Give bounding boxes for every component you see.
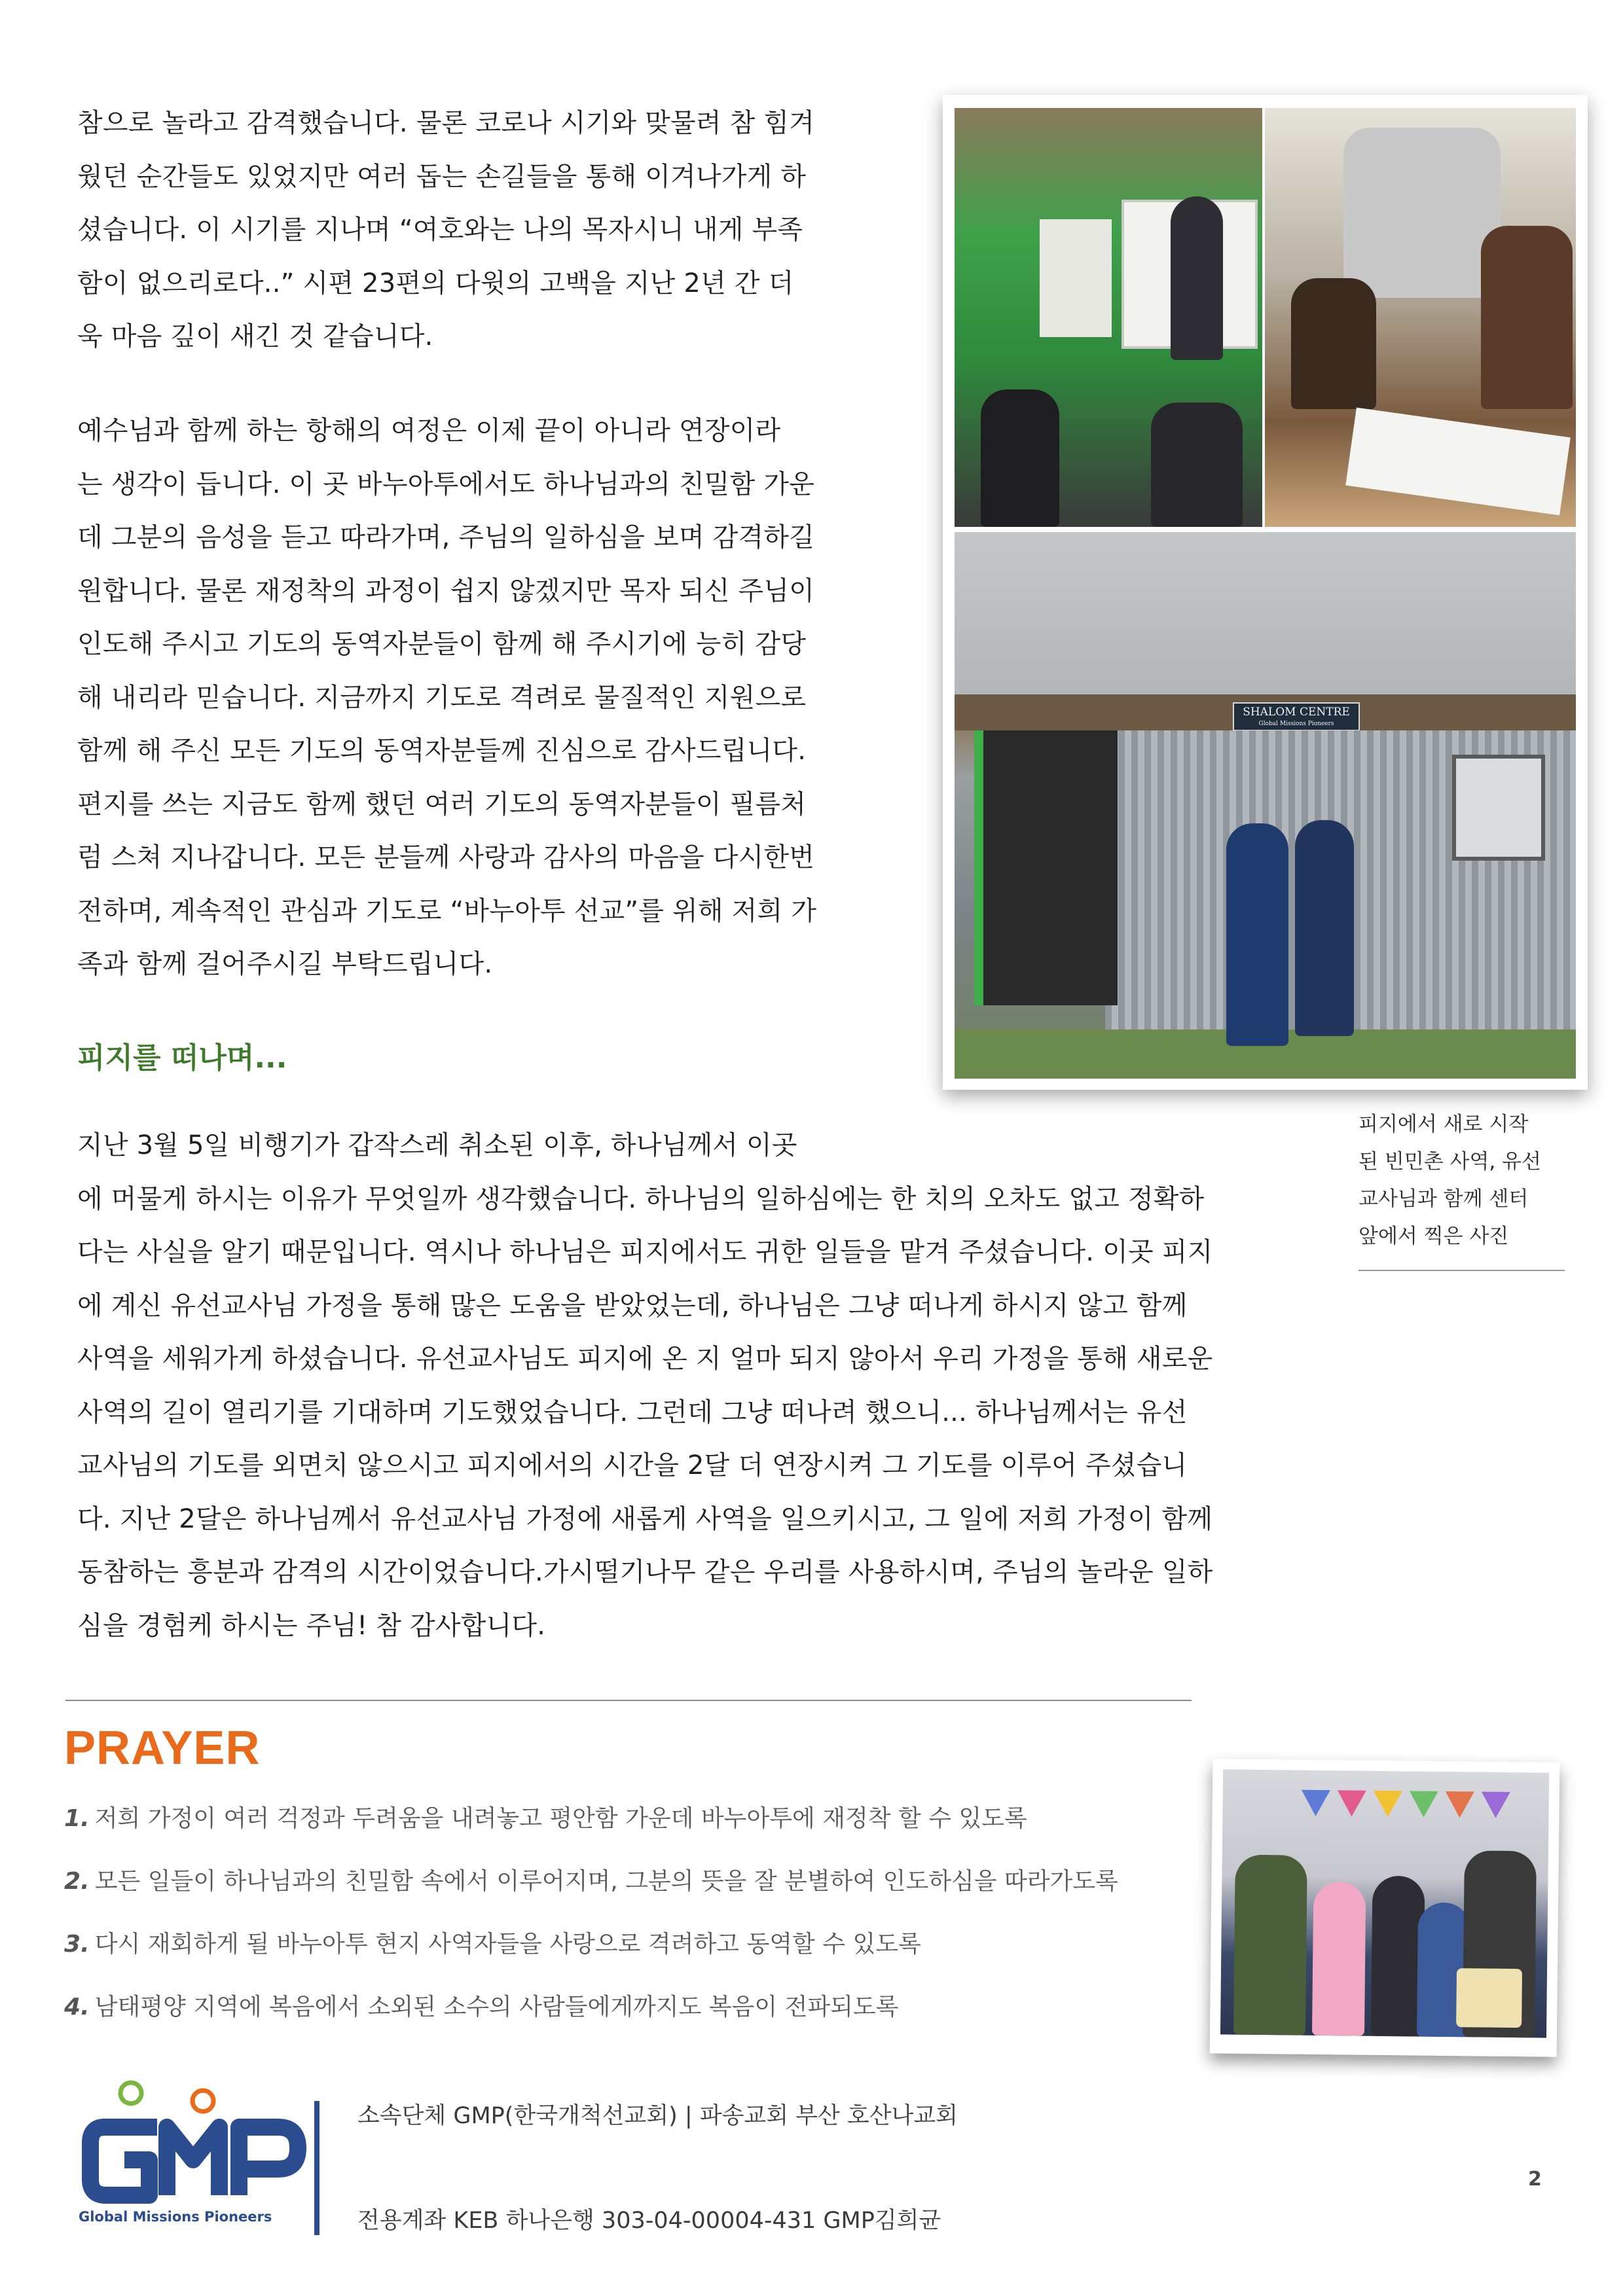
prayer-item bbox=[64, 1863, 1118, 1896]
caption-divider bbox=[1359, 1270, 1565, 1271]
helper-figure bbox=[1343, 128, 1501, 298]
student-figure bbox=[981, 389, 1059, 527]
text-line: 족과 함께 걸어주시길 부탁드립니다. bbox=[77, 949, 493, 979]
footer-account: 전용계좌 KEB 하나은행 303-04-00004-431 GMP김희균 bbox=[357, 2208, 941, 2234]
prayer-text: 다시 재회하게 될 바누아투 현지 사역자들을 사랑으로 격려하고 동역할 수 있도록 bbox=[94, 1931, 921, 1958]
family-party-photo bbox=[1220, 1769, 1549, 2037]
child-figure bbox=[1481, 226, 1573, 409]
text-line: 원합니다. 물론 재정착의 과정이 쉽지 않겠지만 목자 되신 주님이 bbox=[77, 575, 815, 606]
worksheet bbox=[1345, 408, 1570, 516]
text-line: 셨습니다. 이 시기를 지나며 “여호와는 나의 목자시니 내게 부족 bbox=[77, 215, 803, 245]
footer-affiliation: 소속단체 GMP(한국개척선교회) | 파송교회 부산 호산나교회 bbox=[357, 2103, 958, 2129]
caption-line: 피지에서 새로 시작 bbox=[1359, 1113, 1529, 1136]
photo-collage bbox=[943, 95, 1588, 1090]
shalom-centre-photo bbox=[955, 532, 1576, 1079]
text-line: 해 내리라 믿습니다. 지금까지 기도로 격려로 물질적인 지원으로 bbox=[77, 682, 807, 713]
prayer-number: 2. bbox=[64, 1868, 90, 1895]
text-line: 전하며, 계속적인 관심과 기도로 “바누아투 선교”를 위해 저희 가 bbox=[77, 895, 817, 926]
centre-door bbox=[974, 730, 1118, 1005]
text-line: 예수님과 함께 하는 항해의 여정은 이제 끝이 아니라 연장이라 bbox=[77, 416, 781, 446]
text-line: 인도해 주시고 기도의 동역자분들이 함께 해 주시기에 능히 감당 bbox=[77, 629, 807, 659]
missionary-figure bbox=[1295, 820, 1354, 1036]
text-line: 웠던 순간들도 있었지만 여러 돕는 손길들을 통해 이겨나가게 하 bbox=[77, 161, 807, 192]
prayer-item bbox=[64, 1800, 1027, 1833]
text-line: 참으로 놀라고 감격했습니다. 물론 코로나 시기와 맞물려 참 힘겨 bbox=[77, 108, 815, 138]
family-member-figure bbox=[1233, 1855, 1307, 2036]
gmp-logo bbox=[79, 2075, 314, 2245]
bunting-flag bbox=[1481, 1792, 1510, 1818]
gift-box bbox=[1456, 1968, 1522, 2028]
text-line: 편지를 쓰는 지금도 함께 했던 여러 기도의 동역자분들이 필름처 bbox=[77, 789, 807, 819]
prayer-text: 남태평양 지역에 복음에서 소외된 소수의 사람들에게까지도 복음이 전파되도록 bbox=[94, 1994, 899, 2020]
caption-line: 된 빈민촌 사역, 유선 bbox=[1359, 1150, 1541, 1174]
paragraph-2 bbox=[77, 404, 928, 992]
paragraph-3 bbox=[77, 1119, 1380, 1653]
centre-window bbox=[1452, 755, 1545, 861]
text-line: 사역을 세워가게 하셨습니다. 유선교사님도 피지에 온 지 얼마 되지 않아서 우리 가정을 통해 새로운 bbox=[77, 1344, 1213, 1374]
text-line: 함께 해 주신 모든 기도의 동역자분들께 진심으로 감사드립니다. bbox=[77, 736, 807, 766]
bunting-flag bbox=[1445, 1791, 1474, 1818]
student-figure bbox=[1151, 403, 1243, 527]
centre-sign bbox=[1233, 702, 1360, 731]
prayer-item bbox=[64, 1926, 921, 1959]
text-line: 에 머물게 하시는 이유가 무엇일까 생각했습니다. 하나님의 일하심에는 한 치의 오차도 없고 정확하 bbox=[77, 1183, 1205, 1214]
sign-title: SHALOM CENTRE bbox=[1243, 706, 1350, 719]
section-heading: 피지를 떠나며... bbox=[77, 1041, 287, 1075]
party-photo-frame bbox=[1210, 1759, 1560, 2057]
text-line: 함이 없으리로다..” 시편 23편의 다윗의 고백을 지난 2년 간 더 bbox=[77, 268, 794, 298]
text-line: 럼 스쳐 지나갑니다. 모든 분들께 사랑과 감사의 마음을 다시한번 bbox=[77, 842, 815, 872]
prayer-number: 4. bbox=[64, 1994, 90, 2020]
bunting-flag bbox=[1337, 1790, 1366, 1816]
kids-drawing-photo bbox=[1265, 108, 1576, 527]
prayer-text: 모든 일들이 하나님과의 친밀함 속에서 이루어지며, 그분의 뜻을 잘 분별하여 인도하심을 따라가도록 bbox=[94, 1868, 1118, 1895]
section-divider bbox=[65, 1700, 1192, 1701]
caption-line: 교사님과 함께 센터 bbox=[1359, 1187, 1529, 1211]
text-line: 데 그분의 음성을 듣고 따라가며, 주님의 일하심을 보며 감격하길 bbox=[77, 522, 815, 552]
text-line: 교사님의 기도를 외면치 않으시고 피지에서의 시간을 2달 더 연장시켜 그 기도를 이루어 주셨습니 bbox=[77, 1450, 1188, 1480]
text-line: 는 생각이 듭니다. 이 곳 바누아투에서도 하나님과의 친밀함 가운 bbox=[77, 469, 815, 499]
prayer-number: 3. bbox=[64, 1931, 90, 1958]
caption-line: 앞에서 찍은 사진 bbox=[1359, 1225, 1509, 1248]
logo-subtitle: Global Missions Pioneers bbox=[79, 2209, 272, 2225]
photo-caption bbox=[1359, 1106, 1588, 1255]
footer-separator bbox=[314, 2101, 319, 2235]
text-line: 사역의 길이 열리기를 기대하며 기도했었습니다. 그런데 그냥 떠나려 했으니... 하나님께서는 유선 bbox=[77, 1397, 1188, 1427]
family-member-figure bbox=[1312, 1882, 1366, 2036]
child-figure bbox=[1291, 278, 1376, 409]
classroom-photo bbox=[955, 108, 1262, 527]
paragraph-1 bbox=[77, 97, 928, 364]
sky bbox=[955, 532, 1576, 696]
prayer-number: 1. bbox=[64, 1805, 90, 1832]
bunting-flag bbox=[1409, 1791, 1438, 1817]
gmp-logo-icon bbox=[79, 2075, 314, 2206]
text-line: 다는 사실을 알기 때문입니다. 역시나 하나님은 피지에서도 귀한 일들을 맡겨 주셨습니다. 이곳 피지 bbox=[77, 1237, 1213, 1267]
bunting-flag bbox=[1301, 1790, 1330, 1816]
prayer-title: PRAYER bbox=[64, 1722, 261, 1774]
sign-subtitle: Global Missions Pioneers bbox=[1258, 721, 1334, 727]
text-line: 에 계신 유선교사님 가정을 통해 많은 도움을 받았었는데, 하나님은 그냥 떠나게 하시지 않고 함께 bbox=[77, 1290, 1188, 1321]
missionary-figure bbox=[1226, 823, 1288, 1046]
text-line: 동참하는 흥분과 감격의 시간이었습니다.가시떨기나무 같은 우리를 사용하시며, 주님의 놀라운 일하 bbox=[77, 1557, 1213, 1587]
text-line: 심을 경험케 하시는 주님! 참 감사합니다. bbox=[77, 1610, 546, 1641]
whiteboard-small bbox=[1040, 219, 1112, 337]
page-number: 2 bbox=[1528, 2168, 1542, 2191]
text-line: 욱 마음 깊이 새긴 것 같습니다. bbox=[77, 321, 433, 351]
bunting-flag bbox=[1373, 1791, 1402, 1817]
teacher-figure bbox=[1171, 196, 1223, 360]
text-line: 지난 3월 5일 비행기가 갑작스레 취소된 이후, 하나님께서 이곳 bbox=[77, 1130, 797, 1160]
text-line: 다. 지난 2달은 하나님께서 유선교사님 가정에 새롭게 사역을 일으키시고, 그 일에 저희 가정이 함께 bbox=[77, 1503, 1213, 1534]
prayer-item bbox=[64, 1988, 898, 2022]
prayer-text: 저희 가정이 여러 걱정과 두려움을 내려놓고 평안함 가운데 바누아투에 재정착 할 수 있도록 bbox=[94, 1805, 1027, 1832]
